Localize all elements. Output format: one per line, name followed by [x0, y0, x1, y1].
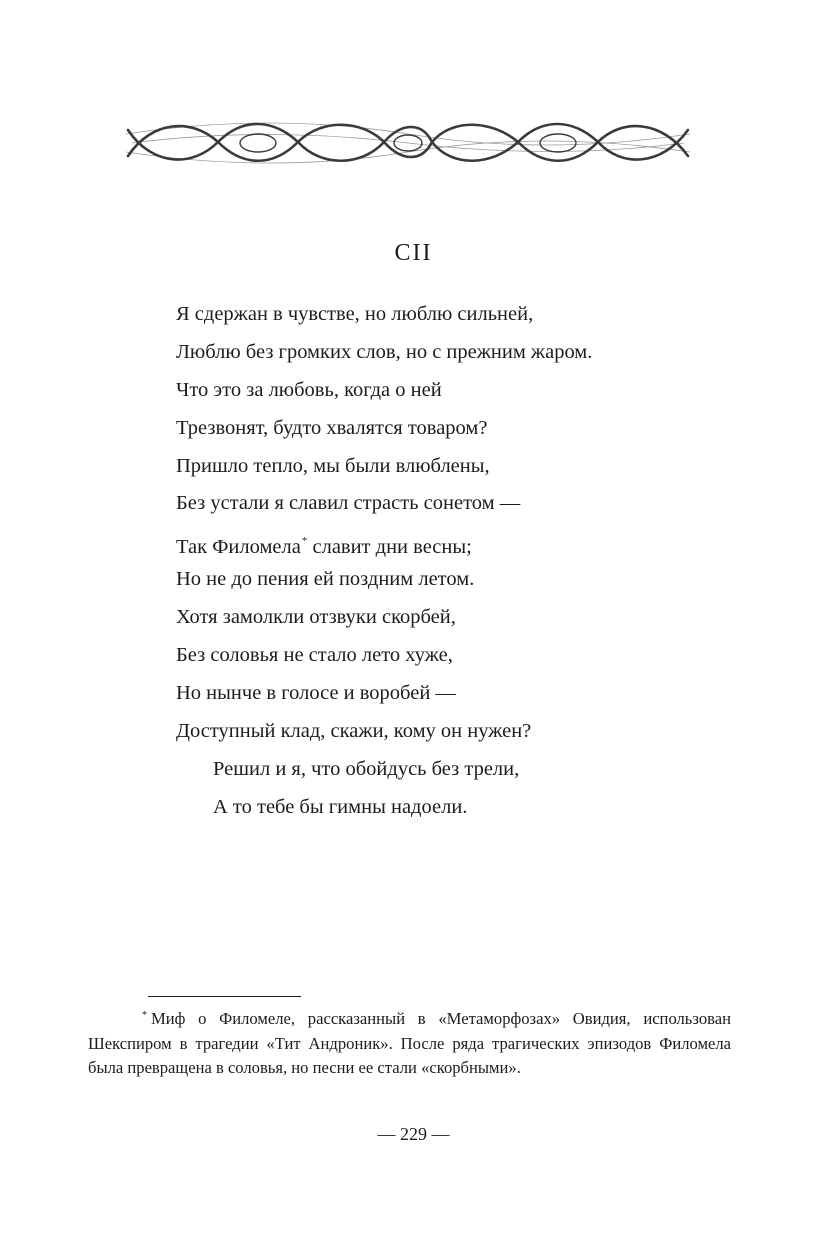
poem-line-rest: славит дни весны;	[307, 536, 472, 559]
poem-line: Что это за любовь, когда о ней	[176, 378, 442, 401]
poem-line: Но не до пения ей поздним летом.	[176, 568, 475, 591]
poem-line: Но нынче в голосе и воробей —	[176, 681, 456, 704]
poem-line: Без устали я славил страсть сонетом —	[176, 492, 521, 515]
poem-line: Без соловья не стало лето хуже,	[176, 644, 453, 667]
footnote-divider	[148, 996, 301, 997]
poem-line: Хотя замолкли отзвуки скорбей,	[176, 606, 456, 629]
footnote-text: Миф о Филомеле, рассказанный в «Метаморфозах» Овидия, использован Шекспиром в трагедии «Тит Андроник». После ряда трагических эпизодов Филомела была превращена в соловья, но песни ее стали «скорбными».	[88, 1009, 731, 1077]
poem-line-start: Так Филомела	[176, 536, 301, 559]
poem-line: Я сдержан в чувстве, но люблю сильней,	[176, 303, 534, 325]
footnote	[88, 1004, 731, 1081]
decorative-ornament-icon	[122, 112, 694, 174]
footnote-reference-mark[interactable]: *	[301, 535, 308, 548]
sonnet-number: CII	[394, 240, 433, 266]
poem-line: Люблю без громких слов, но с прежним жаром.	[176, 340, 593, 363]
poem	[176, 296, 592, 826]
poem-line: Трезвонят, будто хвалятся товаром?	[176, 416, 488, 439]
poem-line: Пришло тепло, мы были влюблены,	[176, 454, 490, 477]
couplet-line: Решил и я, что обойдусь без трели,	[213, 757, 520, 780]
poem-line: Доступный клад, скажи, кому он нужен?	[176, 719, 532, 742]
couplet-line: А то тебе бы гимны надоели.	[213, 795, 468, 818]
poem-line	[176, 523, 592, 561]
footnote-mark: *	[142, 1010, 147, 1021]
page-number: — 229 —	[377, 1124, 450, 1144]
